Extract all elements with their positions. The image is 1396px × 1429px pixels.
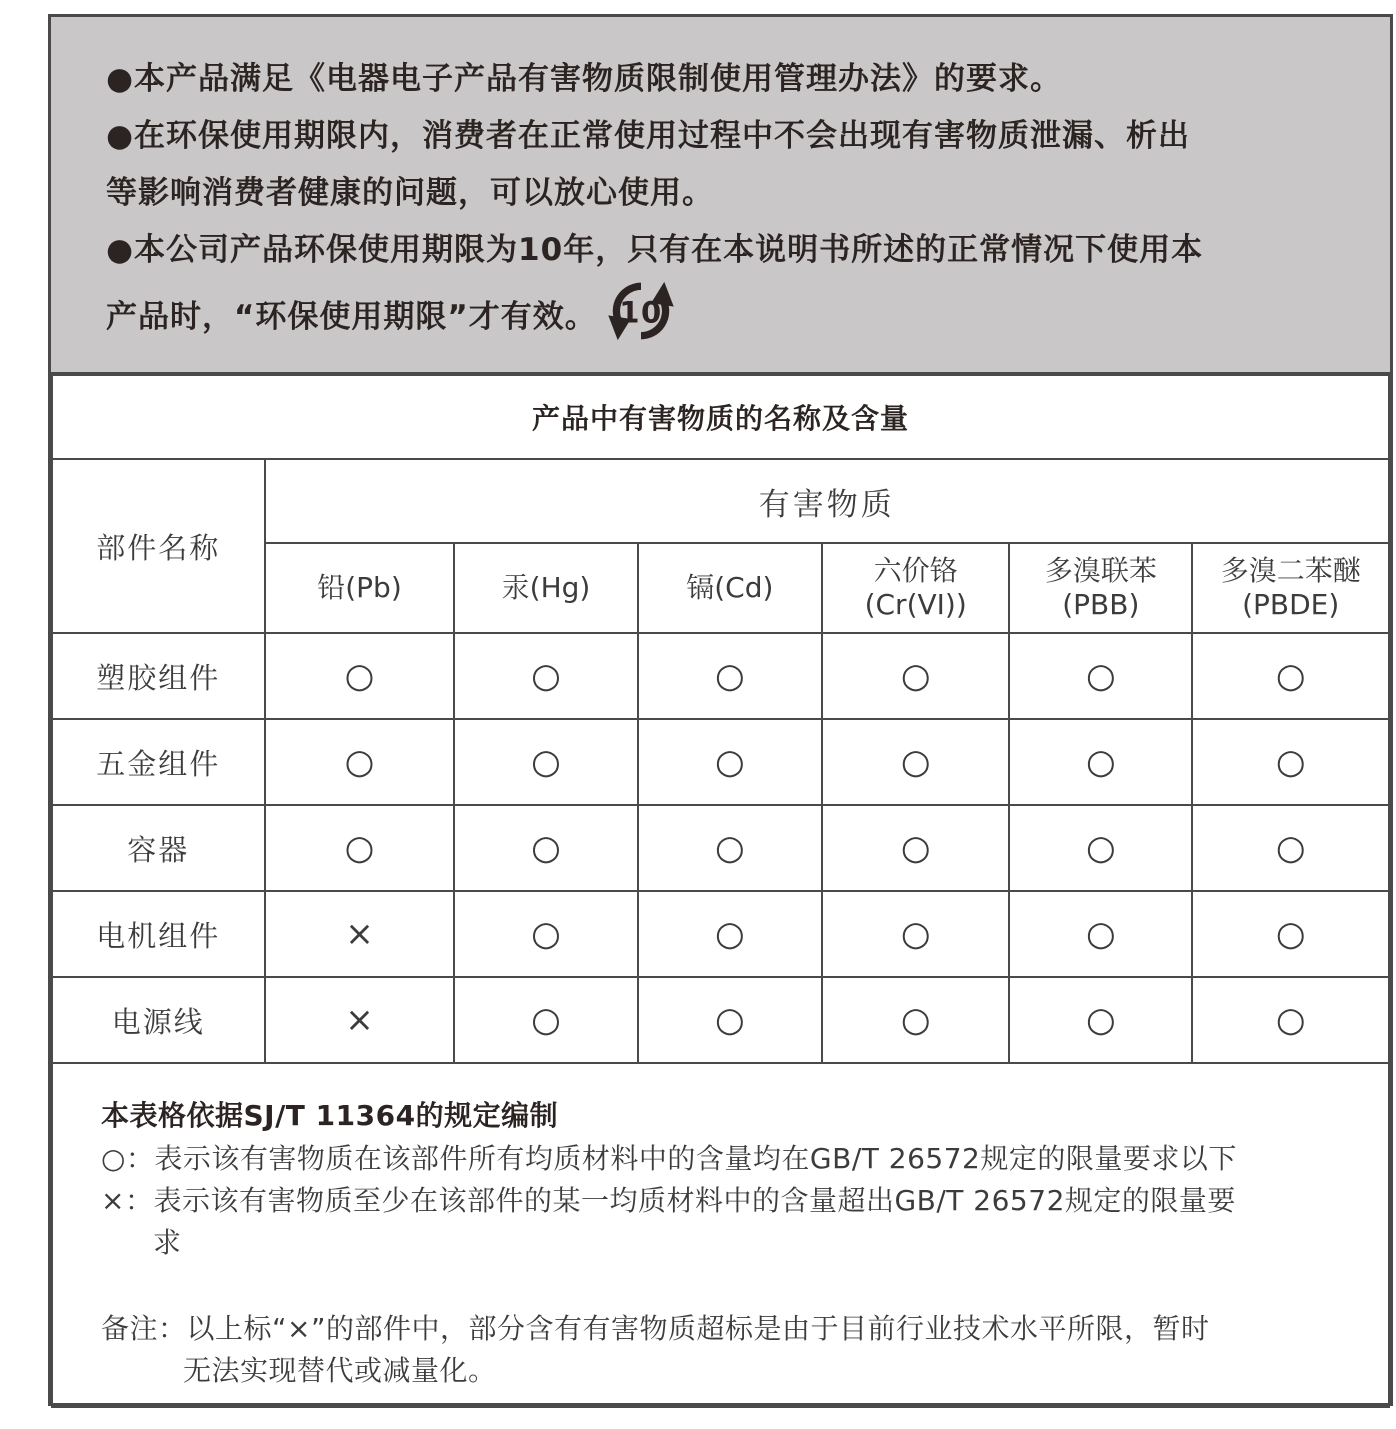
table-title: 产品中有害物质的名称及含量 — [52, 375, 1389, 459]
notice-line-3: 等影响消费者健康的问题，可以放心使用。 — [106, 175, 714, 211]
substance-mark: ○ — [454, 633, 637, 719]
part-name: 电源线 — [52, 977, 265, 1063]
column-header-part-name: 部件名称 — [52, 459, 265, 633]
substance-mark: ○ — [1192, 805, 1389, 891]
substance-mark: ○ — [638, 805, 823, 891]
column-header-pbde: 多溴二苯醚 (PBDE) — [1192, 543, 1389, 633]
substance-mark: ○ — [822, 633, 1009, 719]
substance-mark: ○ — [454, 805, 637, 891]
substance-mark: ○ — [265, 719, 455, 805]
column-header-lead: 铅(Pb) — [265, 543, 455, 633]
environmental-notice-box — [51, 17, 1390, 374]
table-row-plastic-parts — [52, 633, 1389, 719]
efup-10-recycle-icon — [605, 279, 677, 343]
table-title-row — [52, 375, 1389, 459]
substance-mark: ○ — [1192, 977, 1389, 1063]
notice-line-1: ●本产品满足《电器电子产品有害物质限制使用管理办法》的要求。 — [106, 61, 1063, 97]
substance-mark: × — [265, 891, 455, 977]
substance-mark: ○ — [454, 719, 637, 805]
substance-mark: ○ — [638, 633, 823, 719]
efup-years-label: 10 — [619, 295, 663, 330]
substance-mark: ○ — [822, 977, 1009, 1063]
table-row-hardware-parts — [52, 719, 1389, 805]
table-row-container — [52, 805, 1389, 891]
substance-mark: ○ — [454, 891, 637, 977]
substance-mark: ○ — [822, 805, 1009, 891]
substance-mark: ○ — [638, 891, 823, 977]
footnote-remark-line1: 备注：以上标“×”的部件中，部分含有有害物质超标是由于目前行业技术水平所限，暂时 — [101, 1312, 1210, 1345]
footnote-cross-meaning-line1: ×：表示该有害物质至少在该部件的某一均质材料中的含量超出GB/T 26572规定的限量要 — [101, 1184, 1236, 1217]
rohs-declaration-sheet — [48, 14, 1393, 1406]
footnote-remark-line2: 无法实现替代或减量化。 — [183, 1354, 497, 1387]
notice-line-5-text: 产品时，“环保使用期限”才有效。 — [106, 299, 597, 335]
notice-line-2: ●在环保使用期限内，消费者在正常使用过程中不会出现有害物质泄漏、析出 — [106, 118, 1191, 154]
header-row-group — [52, 459, 1389, 543]
notice-line-4: ●本公司产品环保使用期限为10年，只有在本说明书所述的正常情况下使用本 — [106, 232, 1204, 268]
substance-mark: ○ — [1009, 891, 1192, 977]
substance-mark: ○ — [454, 977, 637, 1063]
substance-mark: ○ — [1009, 633, 1192, 719]
part-name: 容器 — [52, 805, 265, 891]
substance-mark: ○ — [265, 633, 455, 719]
substance-mark: ○ — [1009, 977, 1192, 1063]
substance-mark: ○ — [1192, 633, 1389, 719]
footnotes-block — [52, 1063, 1389, 1407]
part-name: 五金组件 — [52, 719, 265, 805]
substance-mark: ○ — [638, 719, 823, 805]
column-header-mercury: 汞(Hg) — [454, 543, 637, 633]
substance-mark: ○ — [265, 805, 455, 891]
substance-mark: ○ — [1009, 805, 1192, 891]
footnotes-row — [52, 1063, 1389, 1407]
substance-mark: ○ — [1192, 719, 1389, 805]
substance-mark: ○ — [638, 977, 823, 1063]
table-row-power-cord — [52, 977, 1389, 1063]
column-header-hazardous-substances: 有害物质 — [265, 459, 1389, 543]
footnote-circle-meaning: ○：表示该有害物质在该部件所有均质材料中的含量均在GB/T 26572规定的限量要求以下 — [101, 1142, 1237, 1175]
table-row-motor-parts — [52, 891, 1389, 977]
column-header-pbb: 多溴联苯 (PBB) — [1009, 543, 1192, 633]
column-header-cadmium: 镉(Cd) — [638, 543, 823, 633]
part-name: 塑胶组件 — [52, 633, 265, 719]
footnote-cross-meaning-line2: 求 — [153, 1226, 182, 1259]
substance-mark: × — [265, 977, 455, 1063]
substance-mark: ○ — [1009, 719, 1192, 805]
part-name: 电机组件 — [52, 891, 265, 977]
substance-mark: ○ — [822, 719, 1009, 805]
column-header-hexavalent-chromium: 六价铬 (Cr(VI)) — [822, 543, 1009, 633]
footnote-basis: 本表格依据SJ/T 11364的规定编制 — [101, 1099, 559, 1132]
substance-mark: ○ — [1192, 891, 1389, 977]
notice-line-5 — [106, 279, 1345, 346]
substance-mark: ○ — [822, 891, 1009, 977]
hazardous-substances-table — [51, 374, 1390, 1408]
